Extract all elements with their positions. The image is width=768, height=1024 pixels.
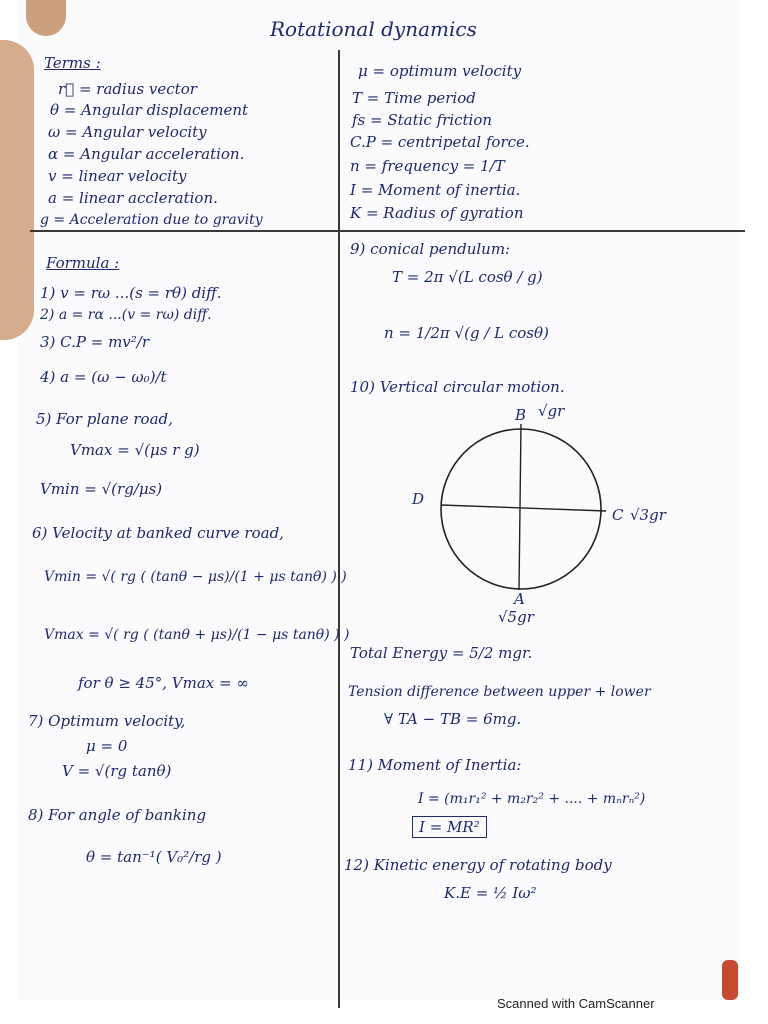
formula-item: Vmax = √(μs r g) [70,441,200,459]
formula-item: 6) Velocity at banked curve road, [32,524,284,542]
formula-item: Vmax = √( rg ( (tanθ + μs)/(1 − μs tanθ) ) ) [44,627,350,643]
term-left: g = Acceleration due to gravity [40,212,263,228]
tension-difference: Tension difference between upper + lower [348,684,651,700]
point-a-label: A [514,590,525,608]
moment-formula: I = (m₁r₁² + m₂r₂² + .... + mₙrₙ²) [418,791,646,807]
point-d-label: D [412,490,425,508]
point-c-label: C [612,506,624,524]
moment-boxed: I = MR² [412,816,487,838]
ke-heading: 12) Kinetic energy of rotating body [344,856,612,874]
formula-right: 9) conical pendulum: [350,240,511,258]
formula-item: 4) a = (ω − ω₀)/t [40,368,167,386]
formula-item: 7) Optimum velocity, [28,712,186,730]
term-left: r⃗ = radius vector [58,80,197,98]
term-left: a = linear accleration. [48,189,218,207]
formula-item: θ = tan⁻¹( V₀²/rg ) [86,848,222,866]
term-left: v = linear velocity [48,167,187,185]
point-a-speed: √5gr [498,608,534,626]
term-right: fs = Static friction [352,111,493,129]
point-b-label: B [515,406,527,424]
formula-right: 10) Vertical circular motion. [350,378,565,396]
term-right: n = frequency = 1/T [350,157,505,175]
point-c-speed: √3gr [630,506,666,524]
term-left: θ = Angular displacement [50,101,249,119]
term-right: K = Radius of gyration [350,204,524,222]
formula-item: 2) a = rα ...(v = rω) diff. [40,307,212,323]
moment-heading: 11) Moment of Inertia: [348,756,522,774]
formula-item: Vmin = √( rg ( (tanθ − μs)/(1 + μs tanθ) ) ) [44,569,347,585]
formula-item: μ = 0 [86,737,128,755]
formula-item: 1) v = rω ...(s = rθ) diff. [40,284,222,302]
formula-item: 5) For plane road, [36,410,173,428]
horizontal-diameter [441,505,606,511]
formula-item: V = √(rg tanθ) [62,762,172,780]
term-right: C.P = centripetal force. [350,133,530,151]
term-right: T = Time period [352,89,476,107]
term-right: μ = optimum velocity [358,62,522,80]
terms-heading: Terms : [44,54,101,72]
total-energy: Total Energy = 5/2 mgr. [350,644,533,662]
term-right: I = Moment of inertia. [350,181,521,199]
vertical-diameter [519,424,521,590]
formula-right: n = 1/2π √(g / L cosθ) [384,324,549,342]
formula-item: 8) For angle of banking [28,806,207,824]
formula-item: for θ ≥ 45°, Vmax = ∞ [78,674,249,692]
tension-formula: ∀ TA − TB = 6mg. [384,710,522,728]
page-title: Rotational dynamics [270,17,477,41]
formula-right: T = 2π √(L cosθ / g) [392,268,543,286]
point-b-speed: √gr [538,402,565,420]
term-left: α = Angular acceleration. [48,145,245,163]
ke-formula: K.E = ½ Iω² [444,884,537,902]
formula-item: Vmin = √(rg/μs) [40,480,163,498]
term-left: ω = Angular velocity [48,123,207,141]
formula-item: 3) C.P = mv²/r [40,333,150,351]
scanner-watermark: Scanned with CamScanner [497,996,655,1011]
formula-heading: Formula : [46,254,120,272]
